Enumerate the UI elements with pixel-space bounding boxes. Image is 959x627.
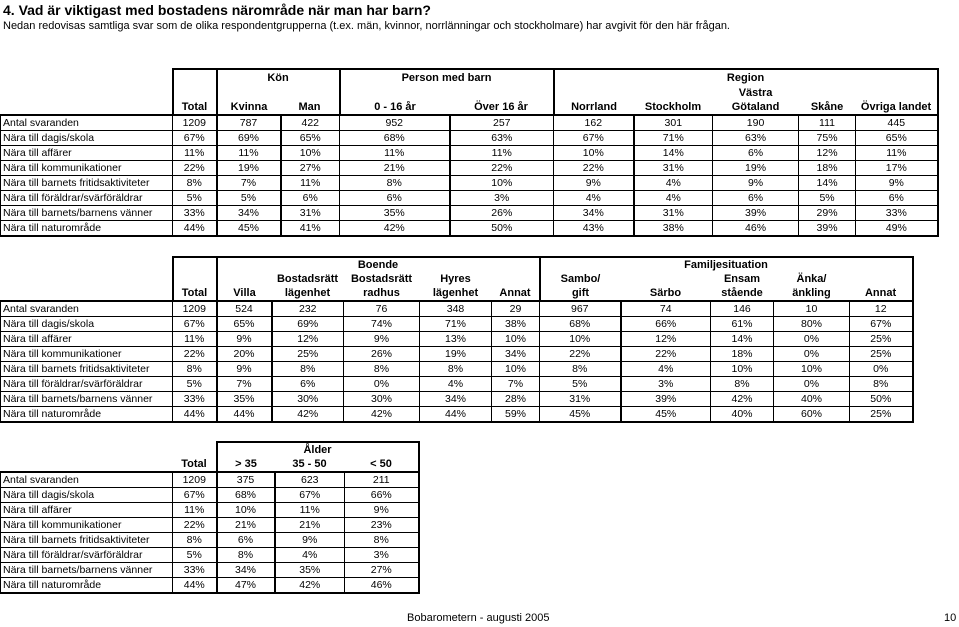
table-cell: 67% <box>173 131 217 146</box>
header-norrland: Norrland <box>554 100 634 115</box>
table-cell: 27% <box>345 563 419 578</box>
group-person-med-barn: Person med barn <box>340 69 554 85</box>
table-cell: 6% <box>713 146 799 161</box>
group-alder: Ålder <box>217 442 419 457</box>
header-bostadsratt-radhus-l1: Bostadsrätt <box>350 273 413 285</box>
table-cell: 22% <box>173 161 217 176</box>
table-cell: 5% <box>540 377 621 392</box>
header-under-50: < 50 <box>345 457 419 472</box>
table-cell: 20% <box>217 347 272 362</box>
header-ovriga-landet: Övriga landet <box>856 100 938 115</box>
table-cell: 41% <box>281 221 340 237</box>
table-cell: 31% <box>281 206 340 221</box>
table-cell: 9% <box>345 503 419 518</box>
table-cell: 1209 <box>173 301 217 317</box>
table-cell: 42% <box>711 392 774 407</box>
header-35-50: 35 - 50 <box>275 457 345 472</box>
header-total: Total <box>181 458 207 470</box>
table-cell: 190 <box>713 115 799 131</box>
table-cell: 9% <box>217 362 272 377</box>
table-row <box>1 332 913 347</box>
table-cell: 14% <box>711 332 774 347</box>
table-cell: 71% <box>420 317 492 332</box>
table-cell: 69% <box>217 131 281 146</box>
table-cell: 0% <box>850 362 913 377</box>
table-cell: 22% <box>450 161 554 176</box>
table-cell: 8% <box>711 377 774 392</box>
table-cell: 22% <box>621 347 711 362</box>
header-skane: Skåne <box>810 101 844 113</box>
table-cell: 74% <box>344 317 420 332</box>
table-cell: 42% <box>340 221 450 237</box>
row-label: Nära till dagis/skola <box>1 317 173 332</box>
table-row <box>1 191 938 206</box>
table-cell: 68% <box>340 131 450 146</box>
table-cell: 40% <box>774 392 850 407</box>
row-label: Antal svaranden <box>1 115 173 131</box>
table-row <box>1 115 938 131</box>
table-row <box>1 362 913 377</box>
table-cell: 39% <box>713 206 799 221</box>
header-man: Man <box>298 101 321 113</box>
table-cell: 33% <box>173 392 217 407</box>
table-cell: 25% <box>850 347 913 362</box>
table-cell: 8% <box>850 377 913 392</box>
table-row <box>1 503 419 518</box>
table-row <box>1 407 913 423</box>
table-cell: 30% <box>344 392 420 407</box>
header-annat-familj: Annat <box>850 286 913 301</box>
row-label: Nära till affärer <box>1 146 173 161</box>
table-row <box>1 301 913 317</box>
table-cell: 49% <box>856 221 938 237</box>
row-label: Nära till barnets fritidsaktiviteter <box>1 176 173 191</box>
row-label: Nära till barnets/barnens vänner <box>1 392 173 407</box>
table-cell: 65% <box>856 131 938 146</box>
table-cell: 76 <box>344 301 420 317</box>
table-alder <box>0 441 420 594</box>
table-cell: 12% <box>621 332 711 347</box>
table-cell: 42% <box>344 407 420 423</box>
table-cell: 5% <box>173 548 217 563</box>
header-ankling: änkling <box>792 287 831 299</box>
table-cell: 0% <box>774 332 850 347</box>
header-ensam-l1: Ensam <box>723 273 761 285</box>
table-row <box>1 317 913 332</box>
table-row <box>1 548 419 563</box>
table-cell: 25% <box>850 332 913 347</box>
table-cell: 162 <box>554 115 634 131</box>
table-cell: 35% <box>217 392 272 407</box>
table-cell: 422 <box>281 115 340 131</box>
table-cell: 23% <box>345 518 419 533</box>
table-row <box>1 221 938 237</box>
table-cell: 19% <box>420 347 492 362</box>
group-boende: Boende <box>217 257 540 272</box>
table-cell: 28% <box>492 392 540 407</box>
table-cell: 8% <box>272 362 344 377</box>
table-cell: 34% <box>217 563 275 578</box>
table-cell: 10% <box>450 176 554 191</box>
table-cell: 8% <box>217 548 275 563</box>
table-cell: 34% <box>420 392 492 407</box>
table-cell: 10% <box>711 362 774 377</box>
table-cell: 9% <box>275 533 345 548</box>
table-row <box>1 533 419 548</box>
table-cell: 31% <box>540 392 621 407</box>
table-cell: 34% <box>217 206 281 221</box>
table-cell: 22% <box>540 347 621 362</box>
table-cell: 10% <box>774 362 850 377</box>
group-kon: Kön <box>217 69 340 85</box>
row-label: Antal svaranden <box>1 472 173 488</box>
table-cell: 12% <box>799 146 856 161</box>
row-label: Nära till föräldrar/svärföräldrar <box>1 191 173 206</box>
header-stockholm: Stockholm <box>644 101 702 113</box>
table-cell: 42% <box>272 407 344 423</box>
table-cell: 69% <box>272 317 344 332</box>
header-gotaland: Götaland <box>731 101 780 113</box>
table-cell: 524 <box>217 301 272 317</box>
table-cell: 8% <box>173 176 217 191</box>
table-cell: 14% <box>799 176 856 191</box>
table-cell: 6% <box>281 191 340 206</box>
row-label: Nära till barnets fritidsaktiviteter <box>1 533 173 548</box>
header-vastra-line1: Västra <box>738 87 773 99</box>
table-cell: 445 <box>856 115 938 131</box>
table-cell: 4% <box>634 191 713 206</box>
row-label: Nära till kommunikationer <box>1 161 173 176</box>
page-number: 10 <box>944 612 957 624</box>
table-cell: 21% <box>340 161 450 176</box>
table-cell: 7% <box>492 377 540 392</box>
row-label: Nära till föräldrar/svärföräldrar <box>1 548 173 563</box>
table-cell: 65% <box>281 131 340 146</box>
table-cell: 63% <box>450 131 554 146</box>
header-anka-l1: Änka/ <box>796 273 827 285</box>
table-cell: 74 <box>621 301 711 317</box>
header-bostadsratt-lgh-l1: Bostadsrätt <box>276 273 339 285</box>
table-cell: 12 <box>850 301 913 317</box>
table-cell: 68% <box>540 317 621 332</box>
table-row <box>1 146 938 161</box>
table-cell: 9% <box>554 176 634 191</box>
table-cell: 787 <box>217 115 281 131</box>
table-row <box>1 563 419 578</box>
table-cell: 22% <box>554 161 634 176</box>
table-cell: 34% <box>554 206 634 221</box>
table-cell: 6% <box>856 191 938 206</box>
table-cell: 45% <box>217 221 281 237</box>
table-cell: 4% <box>621 362 711 377</box>
table-cell: 14% <box>634 146 713 161</box>
group-region: Region <box>554 69 938 85</box>
table-cell: 38% <box>634 221 713 237</box>
table-cell: 43% <box>554 221 634 237</box>
table-cell: 6% <box>272 377 344 392</box>
table-cell: 29% <box>799 206 856 221</box>
table-cell: 63% <box>713 131 799 146</box>
header-sambo-l1: Sambo/ <box>540 272 621 286</box>
header-over-16: Över 16 år <box>474 101 528 113</box>
header-total: Total <box>173 100 217 115</box>
row-label: Nära till dagis/skola <box>1 131 173 146</box>
table-row <box>1 131 938 146</box>
table-cell: 19% <box>713 161 799 176</box>
table-cell: 13% <box>420 332 492 347</box>
table-cell: 17% <box>856 161 938 176</box>
table-cell: 22% <box>173 347 217 362</box>
table-cell: 10% <box>281 146 340 161</box>
table-cell: 67% <box>850 317 913 332</box>
table-cell: 68% <box>217 488 275 503</box>
table-cell: 9% <box>217 332 272 347</box>
table-cell: 8% <box>345 533 419 548</box>
table-cell: 0% <box>344 377 420 392</box>
table-cell: 301 <box>634 115 713 131</box>
table-row <box>1 161 938 176</box>
table-cell: 211 <box>345 472 419 488</box>
table-cell: 10% <box>217 503 275 518</box>
table-cell: 67% <box>173 488 217 503</box>
table-cell: 4% <box>554 191 634 206</box>
table-row <box>1 176 938 191</box>
table-cell: 18% <box>711 347 774 362</box>
table-cell: 71% <box>634 131 713 146</box>
table-row <box>1 206 938 221</box>
table-cell: 623 <box>275 472 345 488</box>
table-cell: 0% <box>774 377 850 392</box>
table-cell: 11% <box>173 332 217 347</box>
header-gift: gift <box>540 286 621 301</box>
table-cell: 50% <box>450 221 554 237</box>
page-title: 4. Vad är viktigast med bostadens närområde när man har barn? <box>3 2 431 18</box>
table-cell: 27% <box>281 161 340 176</box>
table-row <box>1 347 913 362</box>
table-kon-barn-region <box>0 68 939 237</box>
table-cell: 29 <box>492 301 540 317</box>
table-cell: 33% <box>173 563 217 578</box>
table-cell: 67% <box>275 488 345 503</box>
table-cell: 21% <box>275 518 345 533</box>
table-cell: 39% <box>799 221 856 237</box>
table-cell: 45% <box>540 407 621 423</box>
table-cell: 50% <box>850 392 913 407</box>
table-cell: 22% <box>173 518 217 533</box>
header-villa: Villa <box>217 286 272 301</box>
table-cell: 42% <box>275 578 345 594</box>
table-boende-familj <box>0 256 914 423</box>
table-cell: 5% <box>173 377 217 392</box>
table-cell: 44% <box>217 407 272 423</box>
table-cell: 31% <box>634 206 713 221</box>
table-cell: 11% <box>450 146 554 161</box>
header-kvinna: Kvinna <box>217 100 281 115</box>
table-cell: 10% <box>540 332 621 347</box>
row-label: Nära till barnets fritidsaktiviteter <box>1 362 173 377</box>
table-cell: 0% <box>774 347 850 362</box>
table-cell: 25% <box>850 407 913 423</box>
table-cell: 44% <box>420 407 492 423</box>
row-label: Nära till naturområde <box>1 407 173 423</box>
table-cell: 8% <box>173 362 217 377</box>
table-cell: 80% <box>774 317 850 332</box>
table-cell: 44% <box>173 578 217 594</box>
table-cell: 967 <box>540 301 621 317</box>
table-cell: 111 <box>799 115 856 131</box>
table-cell: 8% <box>340 176 450 191</box>
table-cell: 9% <box>856 176 938 191</box>
table-row <box>1 488 419 503</box>
row-label: Nära till kommunikationer <box>1 347 173 362</box>
table-cell: 59% <box>492 407 540 423</box>
row-label: Nära till föräldrar/svärföräldrar <box>1 377 173 392</box>
table-cell: 11% <box>856 146 938 161</box>
table-cell: 34% <box>492 347 540 362</box>
table-cell: 9% <box>344 332 420 347</box>
table-cell: 4% <box>275 548 345 563</box>
table-cell: 11% <box>217 146 281 161</box>
table-cell: 375 <box>217 472 275 488</box>
table-cell: 4% <box>634 176 713 191</box>
header-total: Total <box>173 286 217 301</box>
table-cell: 35% <box>275 563 345 578</box>
table-cell: 8% <box>173 533 217 548</box>
group-familjesituation: Familjesituation <box>540 257 913 272</box>
table-cell: 6% <box>340 191 450 206</box>
table-cell: 952 <box>340 115 450 131</box>
table-cell: 10 <box>774 301 850 317</box>
table-cell: 4% <box>420 377 492 392</box>
table-cell: 67% <box>554 131 634 146</box>
table-cell: 44% <box>173 407 217 423</box>
table-cell: 25% <box>272 347 344 362</box>
table-cell: 26% <box>344 347 420 362</box>
row-label: Nära till barnets/barnens vänner <box>1 563 173 578</box>
table-cell: 44% <box>173 221 217 237</box>
table-cell: 35% <box>340 206 450 221</box>
table-cell: 33% <box>173 206 217 221</box>
header-sarbo: Särbo <box>649 287 682 299</box>
table-cell: 8% <box>344 362 420 377</box>
table-cell: 232 <box>272 301 344 317</box>
table-cell: 7% <box>217 377 272 392</box>
table-cell: 7% <box>217 176 281 191</box>
header-hyres-l1: Hyres <box>440 273 471 285</box>
table-cell: 66% <box>621 317 711 332</box>
table-cell: 39% <box>621 392 711 407</box>
table-cell: 65% <box>217 317 272 332</box>
row-label: Nära till kommunikationer <box>1 518 173 533</box>
row-label: Nära till dagis/skola <box>1 488 173 503</box>
header-bostadsratt-lgh-l2: lägenhet <box>284 287 331 299</box>
row-label: Nära till naturområde <box>1 221 173 237</box>
header-annat-boende: Annat <box>499 287 531 299</box>
table-cell: 11% <box>173 146 217 161</box>
row-label: Nära till naturområde <box>1 578 173 594</box>
table-row <box>1 377 913 392</box>
table-cell: 8% <box>420 362 492 377</box>
table-cell: 1209 <box>173 472 217 488</box>
table-cell: 60% <box>774 407 850 423</box>
row-label: Nära till affärer <box>1 503 173 518</box>
table-cell: 3% <box>345 548 419 563</box>
table-cell: 66% <box>345 488 419 503</box>
header-bostadsratt-radhus-l2: radhus <box>363 287 400 299</box>
header-0-16: 0 - 16 år <box>340 100 450 115</box>
table-cell: 40% <box>711 407 774 423</box>
table-row <box>1 578 419 594</box>
table-cell: 9% <box>713 176 799 191</box>
footer-text: Bobarometern - augusti 2005 <box>407 612 550 624</box>
table-cell: 26% <box>450 206 554 221</box>
table-row <box>1 518 419 533</box>
table-cell: 10% <box>554 146 634 161</box>
table-cell: 19% <box>217 161 281 176</box>
table-cell: 146 <box>711 301 774 317</box>
table-cell: 46% <box>713 221 799 237</box>
table-cell: 5% <box>799 191 856 206</box>
table-cell: 21% <box>217 518 275 533</box>
table-cell: 61% <box>711 317 774 332</box>
table-cell: 12% <box>272 332 344 347</box>
table-cell: 5% <box>173 191 217 206</box>
table-cell: 3% <box>450 191 554 206</box>
header-hyres-l2: lägenhet <box>432 287 479 299</box>
header-over-35: > 35 <box>217 457 275 472</box>
table-cell: 45% <box>621 407 711 423</box>
header-staende: stående <box>721 287 763 299</box>
table-row <box>1 472 419 488</box>
table-cell: 6% <box>713 191 799 206</box>
table-cell: 75% <box>799 131 856 146</box>
table-cell: 6% <box>217 533 275 548</box>
row-label: Nära till affärer <box>1 332 173 347</box>
table-cell: 257 <box>450 115 554 131</box>
table-cell: 11% <box>340 146 450 161</box>
table-cell: 31% <box>634 161 713 176</box>
table-cell: 38% <box>492 317 540 332</box>
table-cell: 1209 <box>173 115 217 131</box>
table-cell: 10% <box>492 362 540 377</box>
table-cell: 67% <box>173 317 217 332</box>
page-subtitle: Nedan redovisas samtliga svar som de olika respondentgrupperna (t.ex. män, kvinnor, norrlänningar och stockholmare) har avgivit för den här frågan. <box>3 20 730 32</box>
table-row <box>1 392 913 407</box>
table-cell: 3% <box>621 377 711 392</box>
row-label: Antal svaranden <box>1 301 173 317</box>
table-cell: 18% <box>799 161 856 176</box>
table-cell: 33% <box>856 206 938 221</box>
row-label: Nära till barnets/barnens vänner <box>1 206 173 221</box>
table-cell: 46% <box>345 578 419 594</box>
table-cell: 348 <box>420 301 492 317</box>
table-cell: 11% <box>275 503 345 518</box>
table-cell: 11% <box>173 503 217 518</box>
table-cell: 47% <box>217 578 275 594</box>
table-cell: 8% <box>540 362 621 377</box>
table-cell: 5% <box>217 191 281 206</box>
table-cell: 10% <box>492 332 540 347</box>
table-cell: 30% <box>272 392 344 407</box>
table-cell: 11% <box>281 176 340 191</box>
